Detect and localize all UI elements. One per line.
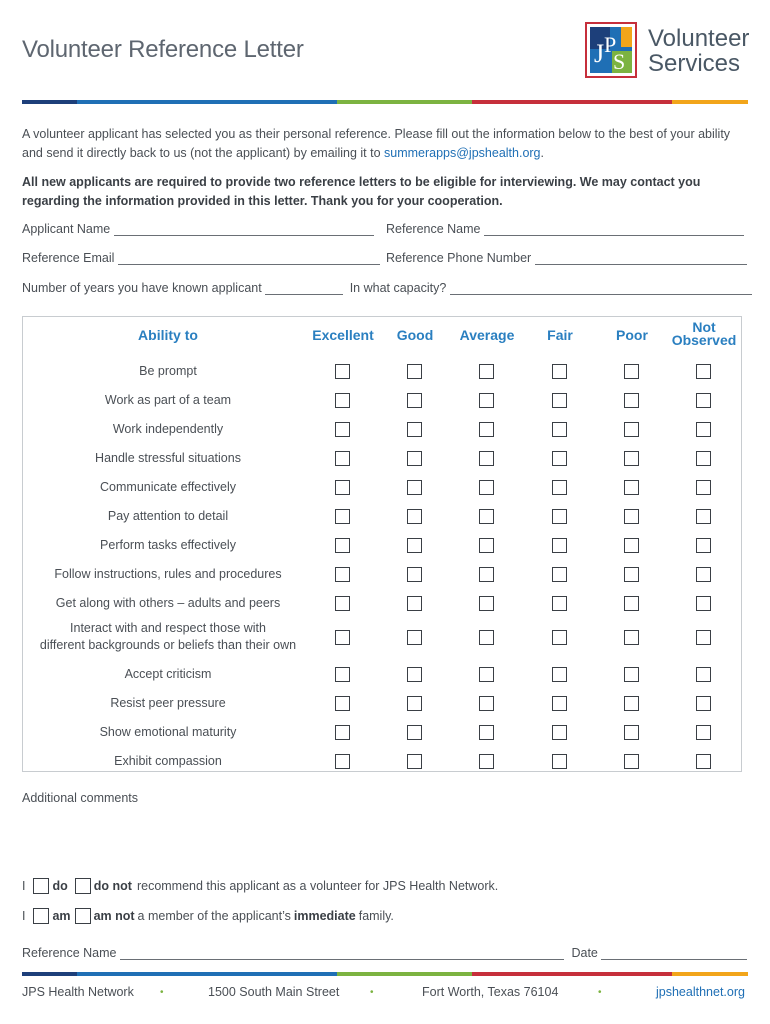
rating-checkbox-poor[interactable] bbox=[624, 667, 639, 682]
table-row bbox=[23, 660, 741, 689]
rating-checkbox-not-observed[interactable] bbox=[696, 393, 711, 408]
rating-checkbox-not-observed[interactable] bbox=[696, 451, 711, 466]
ability-label: Interact with and respect those with different backgrounds or beliefs than their own bbox=[39, 621, 297, 652]
header-poor: Poor bbox=[616, 327, 648, 343]
rating-checkbox-not-observed[interactable] bbox=[696, 725, 711, 740]
rating-checkbox-average[interactable] bbox=[479, 364, 494, 379]
header-fair: Fair bbox=[547, 327, 573, 343]
footer-address: 1500 South Main Street bbox=[208, 985, 340, 999]
additional-comments-label: Additional comments bbox=[22, 791, 139, 805]
rating-checkbox-fair[interactable] bbox=[552, 422, 567, 437]
rating-checkbox-not-observed[interactable] bbox=[696, 538, 711, 553]
table-row bbox=[23, 689, 741, 718]
family-member-row: I am am not a member of the applicant’s immediate family. bbox=[22, 909, 394, 923]
rating-checkbox-average[interactable] bbox=[479, 725, 494, 740]
table-row bbox=[23, 415, 741, 444]
rating-checkbox-not-observed[interactable] bbox=[696, 696, 711, 711]
logo-wordmark: Volunteer Services bbox=[648, 25, 750, 77]
header-not-observed: Not Observed bbox=[671, 319, 737, 348]
rating-checkbox-average[interactable] bbox=[479, 630, 494, 645]
bottom-color-bar bbox=[22, 972, 748, 976]
ability-label: Follow instructions, rules and procedures bbox=[54, 567, 282, 581]
rating-checkbox-fair[interactable] bbox=[552, 667, 567, 682]
rating-checkbox-poor[interactable] bbox=[624, 422, 639, 437]
ability-label: Communicate effectively bbox=[100, 480, 236, 494]
rating-checkbox-good[interactable] bbox=[407, 754, 422, 769]
rating-checkbox-good[interactable] bbox=[407, 567, 422, 582]
rating-checkbox-average[interactable] bbox=[479, 422, 494, 437]
footer-org: JPS Health Network bbox=[22, 985, 134, 999]
applicant-name-row: Applicant Name bbox=[22, 222, 374, 236]
ability-label: Work as part of a team bbox=[104, 393, 232, 407]
rating-checkbox-fair[interactable] bbox=[552, 596, 567, 611]
rating-checkbox-not-observed[interactable] bbox=[696, 667, 711, 682]
recommend-row: I do do not recommend this applicant as a volunteer for JPS Health Network. bbox=[22, 879, 499, 893]
rating-checkbox-good[interactable] bbox=[407, 538, 422, 553]
rating-checkbox-poor[interactable] bbox=[624, 538, 639, 553]
rating-checkbox-good[interactable] bbox=[407, 422, 422, 437]
rating-checkbox-good[interactable] bbox=[407, 364, 422, 379]
rating-checkbox-excellent[interactable] bbox=[335, 509, 350, 524]
rating-checkbox-average[interactable] bbox=[479, 509, 494, 524]
rating-checkbox-excellent[interactable] bbox=[335, 630, 350, 645]
rating-checkbox-good[interactable] bbox=[407, 451, 422, 466]
rating-checkbox-good[interactable] bbox=[407, 725, 422, 740]
rating-checkbox-fair[interactable] bbox=[552, 696, 567, 711]
table-row bbox=[23, 531, 741, 560]
rating-checkbox-poor[interactable] bbox=[624, 754, 639, 769]
rating-checkbox-good[interactable] bbox=[407, 696, 422, 711]
jps-logo-icon bbox=[585, 22, 637, 78]
table-row bbox=[23, 357, 741, 386]
rating-checkbox-good[interactable] bbox=[407, 393, 422, 408]
rating-checkbox-fair[interactable] bbox=[552, 451, 567, 466]
rating-checkbox-good[interactable] bbox=[407, 630, 422, 645]
header-excellent: Excellent bbox=[312, 327, 374, 343]
ability-label: Be prompt bbox=[139, 364, 197, 378]
rating-checkbox-good[interactable] bbox=[407, 480, 422, 495]
rating-checkbox-poor[interactable] bbox=[624, 451, 639, 466]
rating-checkbox-not-observed[interactable] bbox=[696, 754, 711, 769]
rating-checkbox-poor[interactable] bbox=[624, 567, 639, 582]
rating-checkbox-poor[interactable] bbox=[624, 630, 639, 645]
rating-checkbox-not-observed[interactable] bbox=[696, 480, 711, 495]
header-ability: Ability to bbox=[138, 327, 198, 343]
rating-checkbox-excellent[interactable] bbox=[335, 451, 350, 466]
rating-checkbox-excellent[interactable] bbox=[335, 754, 350, 769]
am-checkbox[interactable] bbox=[33, 908, 49, 924]
rating-checkbox-not-observed[interactable] bbox=[696, 422, 711, 437]
rating-checkbox-average[interactable] bbox=[479, 480, 494, 495]
rating-checkbox-poor[interactable] bbox=[624, 596, 639, 611]
footer-bullet: • bbox=[598, 987, 602, 998]
table-row bbox=[23, 589, 741, 618]
intro-paragraph: A volunteer applicant has selected you as their personal reference. Please fill out the information below to the best of your ability and send it directly back to us (not the applicant) by emailing it to summerapps@jpshealth.org. bbox=[22, 127, 731, 160]
rating-checkbox-not-observed[interactable] bbox=[696, 630, 711, 645]
rating-checkbox-fair[interactable] bbox=[552, 538, 567, 553]
reference-phone-field[interactable] bbox=[535, 253, 747, 265]
requirements-note: All new applicants are required to provide two reference letters to be eligible for interviewing. We may contact you regarding the information provided in this letter. Thank you for your cooperation. bbox=[22, 175, 701, 208]
signature-reference-name-field[interactable] bbox=[120, 948, 564, 960]
rating-checkbox-excellent[interactable] bbox=[335, 422, 350, 437]
am-not-checkbox[interactable] bbox=[75, 908, 91, 924]
rating-checkbox-average[interactable] bbox=[479, 754, 494, 769]
rating-checkbox-fair[interactable] bbox=[552, 567, 567, 582]
ability-label: Show emotional maturity bbox=[99, 725, 237, 739]
table-row bbox=[23, 718, 741, 747]
reference-phone-row: Reference Phone Number bbox=[386, 251, 747, 265]
signature-row: Reference Name Date bbox=[22, 946, 747, 960]
rating-checkbox-poor[interactable] bbox=[624, 393, 639, 408]
reference-name-row: Reference Name bbox=[386, 222, 744, 236]
rating-checkbox-average[interactable] bbox=[479, 567, 494, 582]
table-header bbox=[23, 317, 741, 355]
rating-checkbox-poor[interactable] bbox=[624, 509, 639, 524]
capacity-field[interactable] bbox=[450, 283, 752, 295]
rating-checkbox-not-observed[interactable] bbox=[696, 567, 711, 582]
rating-checkbox-excellent[interactable] bbox=[335, 538, 350, 553]
header-average: Average bbox=[459, 327, 515, 343]
footer-bullet: • bbox=[160, 987, 164, 998]
table-row bbox=[23, 747, 741, 776]
table-row bbox=[23, 444, 741, 473]
table-row bbox=[23, 560, 741, 589]
table-row bbox=[23, 502, 741, 531]
rating-checkbox-poor[interactable] bbox=[624, 696, 639, 711]
ability-label: Exhibit compassion bbox=[114, 754, 222, 768]
table-row bbox=[23, 386, 741, 415]
email-link[interactable]: summerapps@jpshealth.org bbox=[384, 146, 541, 160]
rating-checkbox-excellent[interactable] bbox=[335, 725, 350, 740]
do-not-checkbox[interactable] bbox=[75, 878, 91, 894]
reference-email-row: Reference Email bbox=[22, 251, 380, 265]
applicant-name-field[interactable] bbox=[114, 224, 374, 236]
rating-checkbox-excellent[interactable] bbox=[335, 596, 350, 611]
footer-city: Fort Worth, Texas 76104 bbox=[422, 985, 559, 999]
header-good: Good bbox=[396, 327, 434, 343]
rating-checkbox-fair[interactable] bbox=[552, 630, 567, 645]
do-checkbox[interactable] bbox=[33, 878, 49, 894]
rating-checkbox-fair[interactable] bbox=[552, 725, 567, 740]
rating-checkbox-not-observed[interactable] bbox=[696, 364, 711, 379]
rating-checkbox-average[interactable] bbox=[479, 596, 494, 611]
years-known-field[interactable] bbox=[265, 283, 343, 295]
rating-checkbox-average[interactable] bbox=[479, 451, 494, 466]
ability-rating-table bbox=[22, 316, 742, 772]
page-title: Volunteer Reference Letter bbox=[22, 36, 304, 63]
footer-bullet: • bbox=[370, 987, 374, 998]
rating-checkbox-good[interactable] bbox=[407, 509, 422, 524]
rating-checkbox-average[interactable] bbox=[479, 696, 494, 711]
rating-checkbox-fair[interactable] bbox=[552, 754, 567, 769]
ability-label: Resist peer pressure bbox=[110, 696, 226, 710]
ability-label: Perform tasks effectively bbox=[100, 538, 236, 552]
rating-checkbox-excellent[interactable] bbox=[335, 393, 350, 408]
date-field[interactable] bbox=[601, 948, 747, 960]
top-color-bar bbox=[22, 100, 748, 104]
rating-checkbox-average[interactable] bbox=[479, 538, 494, 553]
rating-checkbox-excellent[interactable] bbox=[335, 567, 350, 582]
reference-name-field[interactable] bbox=[484, 224, 744, 236]
table-row bbox=[23, 617, 741, 659]
ability-label: Pay attention to detail bbox=[107, 509, 229, 523]
rating-checkbox-poor[interactable] bbox=[624, 725, 639, 740]
ability-label: Accept criticism bbox=[124, 667, 212, 681]
ability-label: Get along with others – adults and peers bbox=[55, 596, 281, 610]
rating-checkbox-good[interactable] bbox=[407, 596, 422, 611]
rating-checkbox-poor[interactable] bbox=[624, 364, 639, 379]
rating-checkbox-excellent[interactable] bbox=[335, 480, 350, 495]
rating-checkbox-poor[interactable] bbox=[624, 480, 639, 495]
rating-checkbox-not-observed[interactable] bbox=[696, 509, 711, 524]
ability-label: Handle stressful situations bbox=[95, 451, 241, 465]
rating-checkbox-fair[interactable] bbox=[552, 364, 567, 379]
table-row bbox=[23, 473, 741, 502]
rating-checkbox-excellent[interactable] bbox=[335, 667, 350, 682]
rating-checkbox-average[interactable] bbox=[479, 393, 494, 408]
rating-checkbox-fair[interactable] bbox=[552, 480, 567, 495]
rating-checkbox-excellent[interactable] bbox=[335, 696, 350, 711]
reference-email-field[interactable] bbox=[118, 253, 380, 265]
svg-text:P: P bbox=[604, 32, 617, 57]
rating-checkbox-excellent[interactable] bbox=[335, 364, 350, 379]
rating-checkbox-fair[interactable] bbox=[552, 509, 567, 524]
rating-checkbox-fair[interactable] bbox=[552, 393, 567, 408]
rating-checkbox-good[interactable] bbox=[407, 667, 422, 682]
rating-checkbox-average[interactable] bbox=[479, 667, 494, 682]
footer-website-link[interactable]: jpshealthnet.org bbox=[656, 985, 745, 999]
rating-checkbox-not-observed[interactable] bbox=[696, 596, 711, 611]
svg-text:S: S bbox=[613, 49, 626, 74]
svg-text:J: J bbox=[594, 39, 605, 68]
years-known-row: Number of years you have known applicant In what capacity? bbox=[22, 281, 752, 295]
jps-volunteer-services-logo bbox=[585, 22, 755, 82]
ability-label: Work independently bbox=[112, 422, 224, 436]
